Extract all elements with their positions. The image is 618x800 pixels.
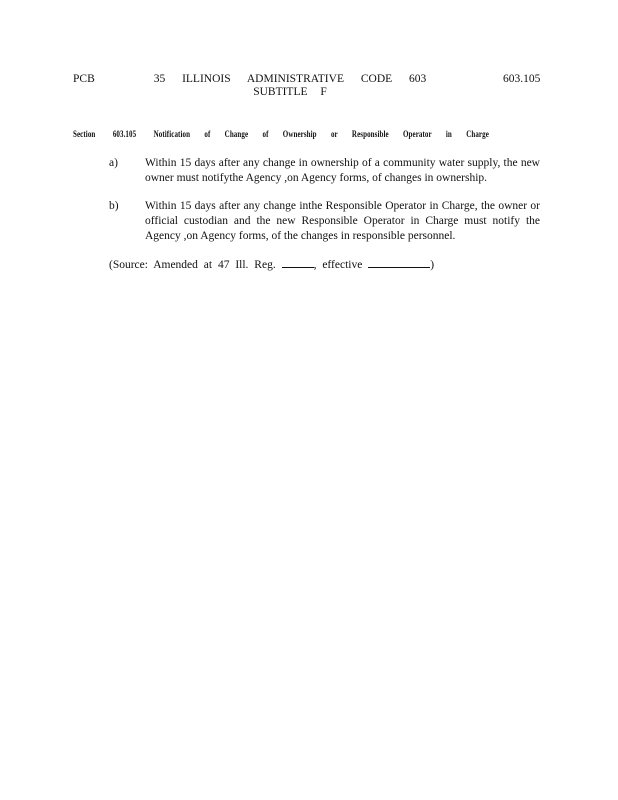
- header-center: [150, 73, 430, 99]
- header-subtitle: SUBTITLE F: [253, 86, 327, 98]
- paragraph-label: a): [109, 157, 118, 169]
- paragraph-text: Within 15 days after any change in ownership of a community water supply, the new owner must notifythe Agency ,on Agency forms, of changes in ownership.: [145, 157, 540, 184]
- header-left: PCB: [73, 73, 95, 85]
- header-code-title: 35 ILLINOIS ADMINISTRATIVE CODE 603: [153, 73, 427, 85]
- source-middle: , effective: [313, 259, 363, 271]
- section-title: Notification of Change of Ownership or Responsible Operator in Charge: [153, 129, 489, 139]
- paragraph-text: Within 15 days after any change inthe Responsible Operator in Charge, the owner or official custodian and the new Responsible Operator in Charge must notify the Agency ,on Agency forms, of the changes in responsible personnel.: [145, 200, 540, 242]
- source-note: [109, 256, 434, 273]
- blank-effective-date: [368, 256, 430, 268]
- paragraph-label: b): [109, 200, 119, 212]
- blank-register-page: [282, 256, 314, 268]
- section-label: Section: [73, 129, 96, 139]
- section-number: 603.105: [112, 129, 137, 139]
- section-heading: [73, 129, 504, 139]
- source-prefix: (Source: Amended at 47 Ill. Reg.: [109, 259, 276, 271]
- source-suffix: ): [430, 259, 435, 271]
- header-section-number: 603.105: [503, 73, 541, 85]
